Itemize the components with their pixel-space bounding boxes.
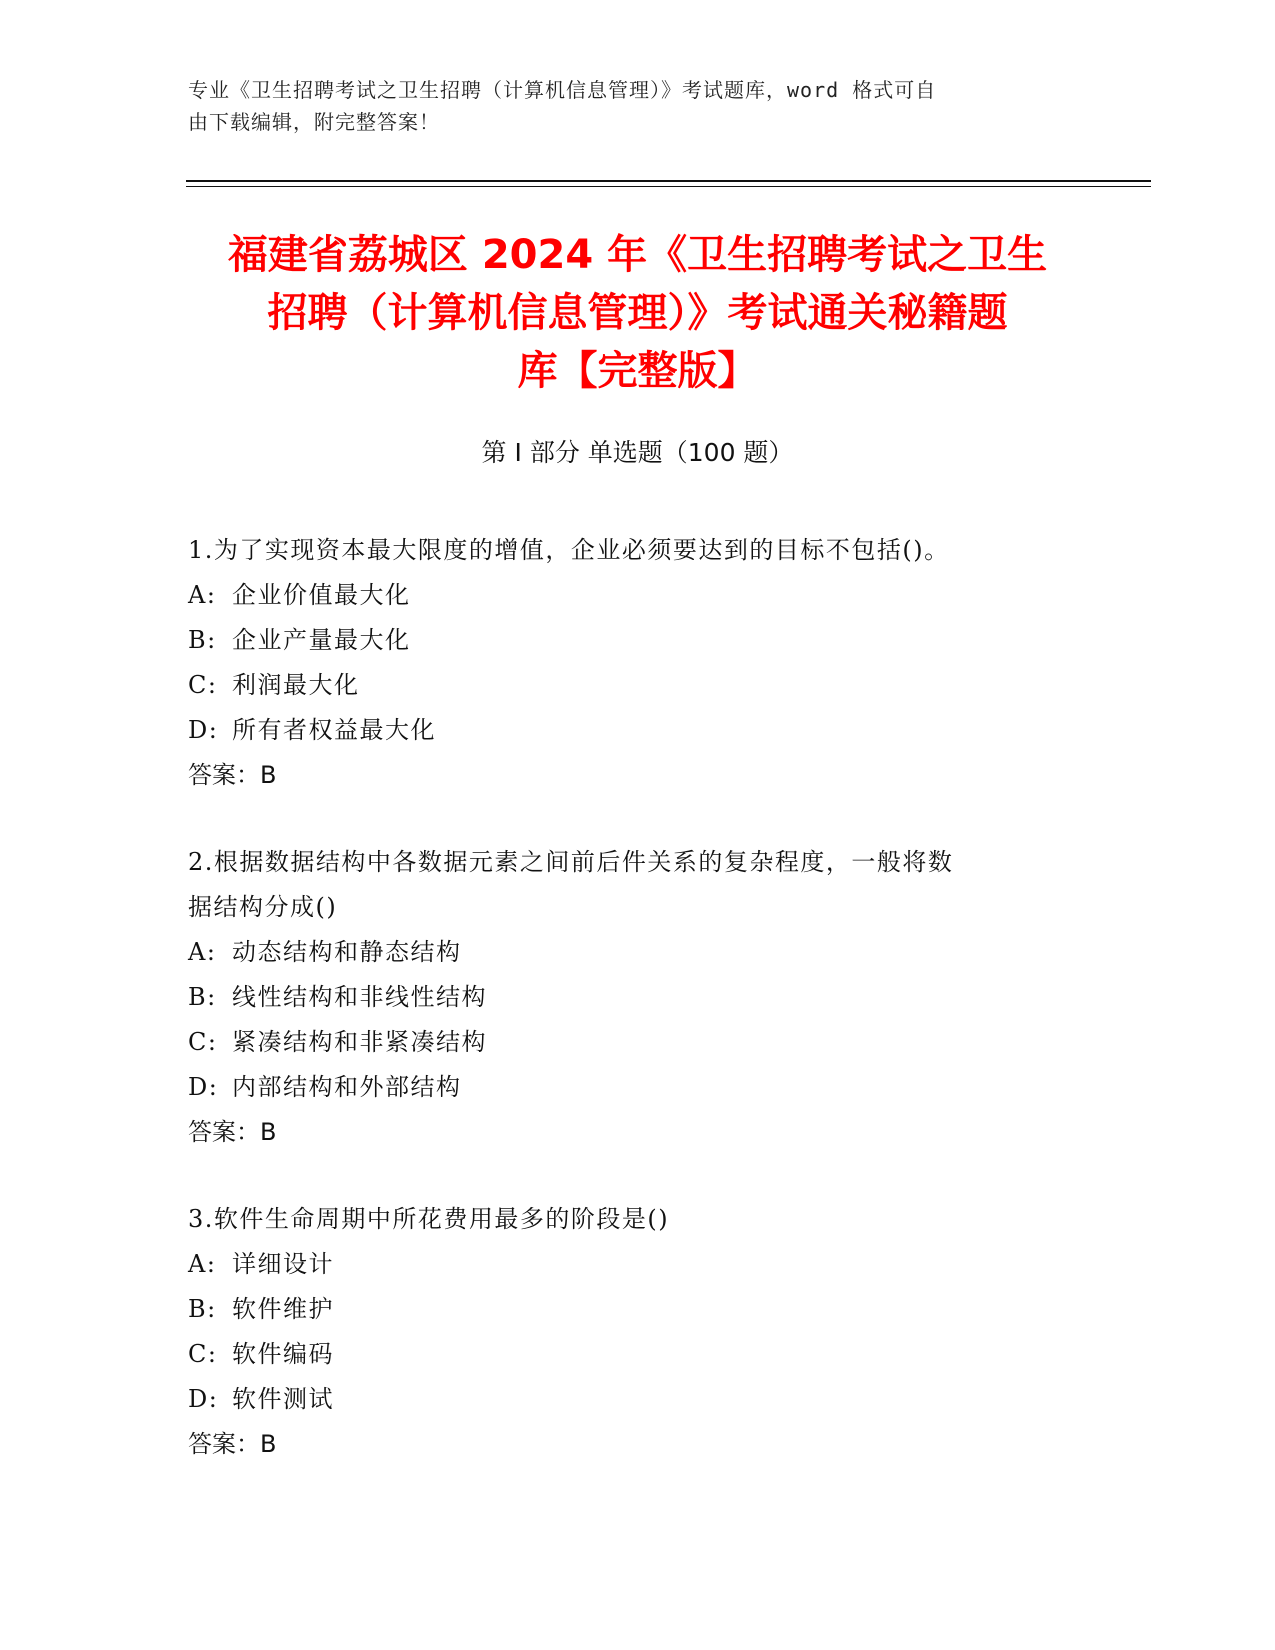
question-list [188, 528, 1078, 1467]
option-key: A: [188, 581, 217, 609]
option-key: D: [188, 716, 219, 744]
option-key: D: [188, 1073, 219, 1101]
option-c [188, 663, 1078, 708]
question-stem: 1.为了实现资本最大限度的增值，企业必须要达到的目标不包括()。 [188, 536, 950, 564]
option-key: A: [188, 1250, 217, 1278]
document-title [150, 226, 1125, 400]
section-heading: 第 I 部分 单选题（100 题） [481, 438, 794, 467]
option-key: C: [188, 1340, 218, 1368]
option-text: 线性结构和非线性结构 [232, 983, 487, 1011]
option-b [188, 975, 1078, 1020]
option-key: D: [188, 1385, 219, 1413]
option-key: C: [188, 671, 218, 699]
option-a [188, 573, 1078, 618]
option-text: 紧凑结构和非紧凑结构 [232, 1028, 487, 1056]
option-d [188, 708, 1078, 753]
question-1 [188, 528, 1078, 798]
question-spacer [188, 1155, 1078, 1197]
header-note-line-2: 由下载编辑，附完整答案！ [188, 110, 440, 134]
answer-line: 答案：B [188, 1118, 277, 1146]
option-a [188, 930, 1078, 975]
option-c [188, 1332, 1078, 1377]
question-stem: 3.软件生命周期中所花费用最多的阶段是() [188, 1205, 670, 1233]
question-3 [188, 1197, 1078, 1467]
title-line-2: 招聘（计算机信息管理）》考试通关秘籍题 [267, 290, 1008, 336]
question-spacer [188, 798, 1078, 840]
question-stem-line-1: 2.根据数据结构中各数据元素之间前后件关系的复杂程度，一般将数 [188, 848, 954, 876]
option-b [188, 618, 1078, 663]
question-2 [188, 840, 1078, 1155]
option-a [188, 1242, 1078, 1287]
option-key: C: [188, 1028, 218, 1056]
option-b [188, 1287, 1078, 1332]
title-line-3: 库【完整版】 [517, 348, 758, 394]
option-d [188, 1377, 1078, 1422]
answer-line: 答案：B [188, 1430, 277, 1458]
header-note [188, 74, 1068, 138]
header-rule-top [186, 180, 1151, 182]
answer-line: 答案：B [188, 761, 277, 789]
option-d [188, 1065, 1078, 1110]
header-rule-bottom [186, 186, 1151, 187]
option-text: 所有者权益最大化 [232, 716, 436, 744]
option-key: B: [188, 1295, 217, 1323]
option-text: 软件维护 [232, 1295, 334, 1323]
option-text: 利润最大化 [232, 671, 360, 699]
header-note-line-1: 专业《卫生招聘考试之卫生招聘（计算机信息管理）》考试题库，word 格式可自 [188, 78, 937, 102]
option-text: 企业产量最大化 [232, 626, 411, 654]
option-key: A: [188, 938, 217, 966]
option-text: 详细设计 [232, 1250, 334, 1278]
title-line-1: 福建省荔城区 2024 年《卫生招聘考试之卫生 [227, 232, 1048, 278]
option-text: 动态结构和静态结构 [232, 938, 462, 966]
option-text: 企业价值最大化 [232, 581, 411, 609]
option-text: 软件编码 [232, 1340, 334, 1368]
option-key: B: [188, 626, 217, 654]
option-key: B: [188, 983, 217, 1011]
option-text: 内部结构和外部结构 [232, 1073, 462, 1101]
option-text: 软件测试 [232, 1385, 334, 1413]
option-c [188, 1020, 1078, 1065]
question-stem-line-2: 据结构分成() [188, 893, 338, 921]
